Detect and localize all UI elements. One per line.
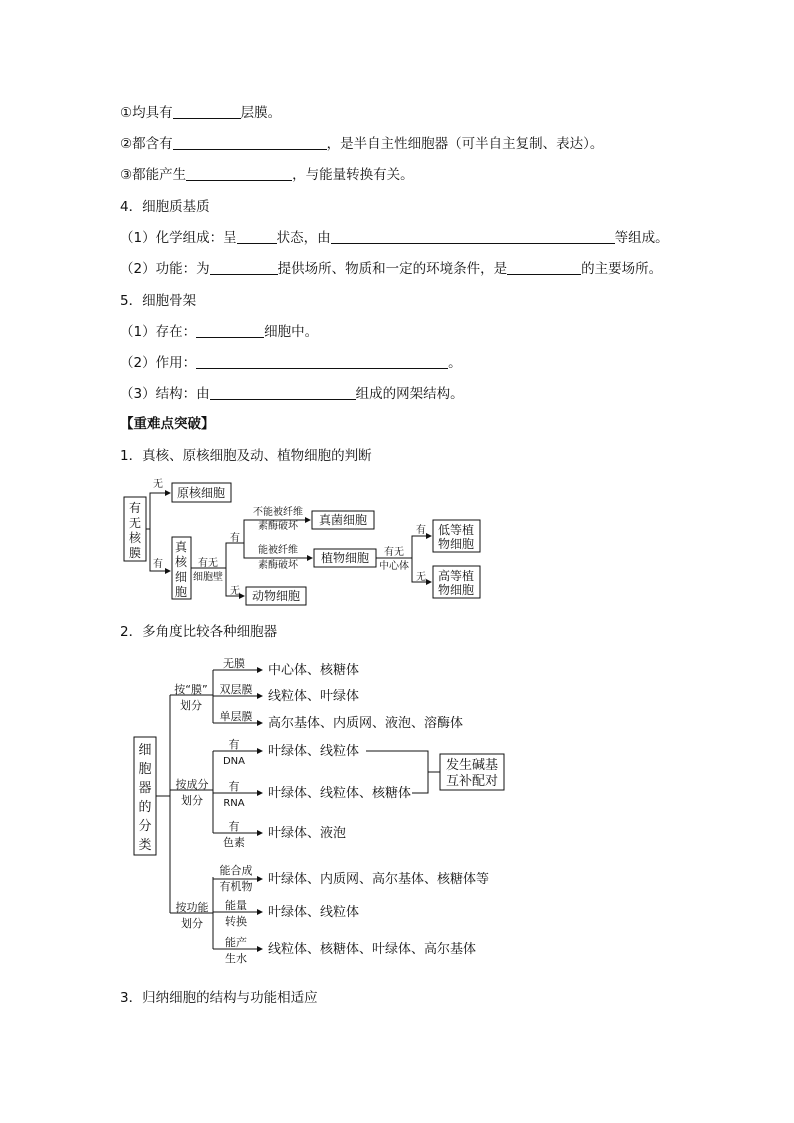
svg-text:胞: 胞 <box>174 585 188 599</box>
svg-text:膜: 膜 <box>128 546 142 560</box>
svg-text:叶绿体、线粒体: 叶绿体、线粒体 <box>268 744 360 759</box>
heading-3: 3．归纳细胞的结构与功能相适应 <box>120 990 318 1006</box>
svg-text:高等植: 高等植 <box>437 569 475 583</box>
svg-text:按成分: 按成分 <box>175 778 209 791</box>
svg-text:动物细胞: 动物细胞 <box>251 589 301 603</box>
svg-text:有: 有 <box>230 533 240 544</box>
svg-text:单层膜: 单层膜 <box>219 710 253 723</box>
svg-text:素酶破坏: 素酶破坏 <box>258 560 298 571</box>
svg-text:核: 核 <box>128 531 142 545</box>
svg-text:划分: 划分 <box>181 794 203 807</box>
item-5-3: （3）结构：由 组成的网架结构。 <box>120 386 464 402</box>
focus-heading: 【重难点突破】 <box>120 416 215 432</box>
svg-text:有机物: 有机物 <box>219 880 253 893</box>
svg-text:无: 无 <box>416 572 426 583</box>
svg-text:的: 的 <box>138 800 152 815</box>
svg-text:转换: 转换 <box>225 915 247 928</box>
svg-text:低等植: 低等植 <box>437 523 475 537</box>
item-3: ③都能产生 ，与能量转换有关。 <box>120 167 414 183</box>
svg-text:叶绿体、线粒体、核糖体: 叶绿体、线粒体、核糖体 <box>268 786 412 801</box>
item-4-1: （1）化学组成：呈 状态，由 等组成。 <box>120 230 669 246</box>
svg-text:有: 有 <box>153 559 163 570</box>
svg-text:有: 有 <box>128 501 142 515</box>
svg-text:能被纤维: 能被纤维 <box>258 545 298 556</box>
item-1: ①均具有 层膜。 <box>120 105 282 121</box>
svg-text:色素: 色素 <box>223 836 245 849</box>
svg-text:物细胞: 物细胞 <box>437 583 475 597</box>
svg-text:无: 无 <box>153 479 163 490</box>
item-4-2: （2）功能：为 提供场所、物质和一定的环境条件，是 的主要场所。 <box>120 261 663 277</box>
svg-text:叶绿体、液泡: 叶绿体、液泡 <box>268 826 347 841</box>
svg-text:无: 无 <box>230 586 240 597</box>
svg-text:细: 细 <box>138 743 152 758</box>
svg-text:RNA: RNA <box>223 798 245 809</box>
heading-2: 2．多角度比较各种细胞器 <box>120 624 278 640</box>
svg-text:叶绿体、线粒体: 叶绿体、线粒体 <box>268 905 360 920</box>
svg-text:无膜: 无膜 <box>223 657 245 670</box>
svg-text:不能被纤维: 不能被纤维 <box>253 507 303 518</box>
svg-text:按功能: 按功能 <box>175 901 209 914</box>
svg-text:划分: 划分 <box>180 699 202 712</box>
svg-text:划分: 划分 <box>181 917 203 930</box>
organelle-classification-diagram <box>0 650 794 970</box>
svg-text:高尔基体、内质网、液泡、溶酶体: 高尔基体、内质网、液泡、溶酶体 <box>268 716 464 731</box>
svg-text:生水: 生水 <box>225 952 247 965</box>
svg-text:素酶破坏: 素酶破坏 <box>258 521 298 532</box>
svg-text:细: 细 <box>174 570 188 584</box>
svg-text:真菌细胞: 真菌细胞 <box>318 513 368 527</box>
svg-text:线粒体、核糖体、叶绿体、高尔基体: 线粒体、核糖体、叶绿体、高尔基体 <box>268 942 477 957</box>
svg-text:能合成: 能合成 <box>219 864 253 877</box>
svg-text:线粒体、叶绿体: 线粒体、叶绿体 <box>268 689 360 704</box>
svg-text:植物细胞: 植物细胞 <box>320 551 370 565</box>
svg-text:有: 有 <box>228 780 240 793</box>
svg-text:器: 器 <box>138 781 152 796</box>
section-5-title: 5．细胞骨架 <box>120 293 197 309</box>
svg-text:分: 分 <box>138 819 152 834</box>
svg-text:中心体、核糖体: 中心体、核糖体 <box>268 663 360 678</box>
item-5-1: （1）存在： 细胞中。 <box>120 324 319 340</box>
svg-text:按“膜”: 按“膜” <box>174 683 208 696</box>
svg-text:原核细胞: 原核细胞 <box>176 486 226 500</box>
item-5-2: （2）作用： 。 <box>120 355 462 371</box>
svg-text:类: 类 <box>138 838 152 853</box>
svg-text:无: 无 <box>128 516 142 530</box>
svg-text:胞: 胞 <box>138 762 152 777</box>
svg-text:核: 核 <box>174 555 188 569</box>
svg-text:有无: 有无 <box>384 547 404 558</box>
svg-text:叶绿体、内质网、高尔基体、核糖体等: 叶绿体、内质网、高尔基体、核糖体等 <box>268 872 490 887</box>
svg-text:有: 有 <box>416 525 426 536</box>
section-4-title: 4．细胞质基质 <box>120 199 210 215</box>
heading-1: 1．真核、原核细胞及动、植物细胞的判断 <box>120 448 372 464</box>
svg-text:双层膜: 双层膜 <box>219 683 253 696</box>
svg-text:有: 有 <box>228 738 240 751</box>
svg-text:能量: 能量 <box>225 899 247 912</box>
svg-text:有无: 有无 <box>198 558 218 569</box>
svg-text:互补配对: 互补配对 <box>445 774 499 789</box>
svg-text:中心体: 中心体 <box>379 561 409 572</box>
svg-text:能产: 能产 <box>225 936 247 949</box>
svg-text:DNA: DNA <box>222 756 246 767</box>
svg-text:真: 真 <box>174 540 188 554</box>
svg-text:细胞壁: 细胞壁 <box>193 572 223 583</box>
svg-text:物细胞: 物细胞 <box>437 537 475 551</box>
svg-text:发生碱基: 发生碱基 <box>445 758 499 773</box>
item-2: ②都含有 ，是半自主性细胞器（可半自主复制、表达）。 <box>120 136 604 152</box>
svg-text:有: 有 <box>228 820 240 833</box>
